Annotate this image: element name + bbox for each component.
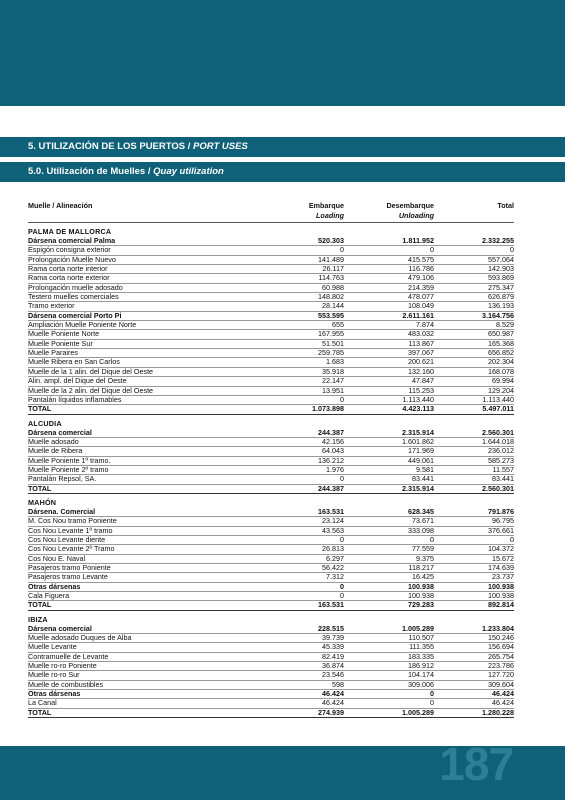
row-total: 5.497.011 (482, 404, 514, 414)
row-unloading: 729.283 (408, 600, 434, 610)
header-quay: Muelle / Alineación (28, 201, 93, 210)
row-label: TOTAL (28, 600, 52, 610)
row-unloading: 2.315.914 (402, 483, 434, 493)
row-label: Muelle de Ribera (28, 446, 83, 456)
row-unloading: 111.355 (409, 642, 434, 652)
row-unloading: 479.106 (408, 273, 434, 283)
row-label: M. Cos Nou tramo Poniente (28, 516, 117, 526)
row-total: 83.441 (492, 474, 514, 484)
table-row (28, 396, 514, 405)
table-row (28, 466, 514, 475)
row-unloading: 1.601.862 (402, 436, 434, 446)
row-total: 15.672 (492, 553, 514, 563)
bottom-color-band (0, 746, 565, 800)
row-unloading: 132.160 (408, 366, 434, 376)
row-loading: 520.303 (318, 236, 344, 245)
row-total: 593.869 (488, 273, 514, 283)
row-unloading: 7.874 (416, 320, 434, 330)
row-loading: 56.422 (322, 563, 344, 572)
row-loading: 0 (340, 394, 344, 404)
row-label: Muelle Levante (28, 642, 77, 652)
table-row (28, 634, 514, 643)
quay-utilization-table (28, 198, 514, 718)
row-unloading: 200.621 (408, 357, 434, 367)
row-total: 129.204 (488, 385, 514, 395)
top-color-band (0, 0, 565, 106)
row-loading: 26.813 (322, 544, 344, 554)
row-label: Alin. ampl. del Dique del Oeste (28, 376, 127, 386)
row-label: Cos Nou E. Naval (28, 553, 86, 563)
row-unloading: 77.559 (412, 544, 434, 554)
subsection-title-en: Quay utilization (153, 166, 224, 177)
row-total: 0 (510, 534, 514, 544)
row-label: Dársena. Comercial (28, 506, 96, 516)
row-label: La Canal (28, 698, 57, 708)
port-group-name: PALMA DE MALLORCA (28, 227, 112, 236)
row-total: 69.994 (492, 376, 514, 386)
row-label: Muelle de la 1 alin. del Dique del Oeste (28, 366, 154, 376)
table-row (28, 690, 514, 699)
row-label: Otras dársenas (28, 689, 81, 699)
row-label: Ampliación Muelle Poniente Norte (28, 320, 137, 330)
row-loading: 598 (332, 679, 344, 689)
row-loading: 23.124 (322, 516, 344, 526)
row-total: 2.560.301 (482, 427, 514, 437)
table-row (28, 475, 514, 484)
row-unloading: 4.423.113 (402, 404, 434, 414)
row-total: 791.876 (488, 506, 514, 516)
row-loading: 46.424 (322, 698, 344, 708)
row-label: Muelle adosado Duques de Alba (28, 633, 132, 643)
row-loading: 228.515 (318, 623, 344, 633)
row-unloading: 47.847 (412, 376, 434, 386)
row-total: 100.938 (488, 591, 514, 601)
port-group (28, 615, 514, 718)
row-total: 2.332.255 (482, 236, 514, 245)
row-loading: 7.312 (326, 572, 344, 582)
table-row (28, 653, 514, 662)
row-loading: 0 (340, 245, 344, 255)
row-unloading: 110.507 (408, 633, 434, 643)
table-row (28, 330, 514, 339)
row-label: Pasajeros tramo Levante (28, 572, 108, 582)
row-total: 11.557 (492, 464, 514, 474)
row-loading: 0 (340, 534, 344, 544)
row-total: 626.879 (488, 292, 514, 302)
table-row (28, 321, 514, 330)
row-total: 104.372 (488, 544, 514, 554)
row-loading: 28.144 (322, 301, 344, 311)
row-label: Espigón consigna exterior (28, 245, 111, 255)
row-unloading: 628.345 (408, 506, 434, 516)
row-unloading: 113.867 (408, 338, 434, 348)
port-group-name: MAHÓN (28, 497, 57, 507)
table-body (28, 227, 514, 718)
table-row (28, 709, 514, 718)
row-loading: 141.489 (318, 254, 344, 264)
header-unloading (386, 201, 434, 220)
row-label: Rama corta norte exterior (28, 273, 110, 283)
row-total: 1.280.228 (482, 707, 514, 717)
row-total: 236.012 (488, 446, 514, 456)
row-label: Tramo exterior (28, 301, 75, 311)
row-label: Pantalán líquidos inflamables (28, 394, 122, 404)
row-unloading: 104.174 (408, 670, 434, 680)
table-row (28, 340, 514, 349)
row-loading: 64.043 (322, 446, 344, 456)
row-unloading: 0 (430, 245, 434, 255)
row-label: Dársena comercial Porto Pi (28, 310, 122, 320)
row-label: Muelle adosado (28, 436, 79, 446)
row-unloading: 16.425 (412, 572, 434, 582)
row-label: Dársena comercial (28, 427, 92, 437)
table-row (28, 438, 514, 447)
row-loading: 259.785 (318, 348, 344, 358)
row-loading: 39.739 (322, 633, 344, 643)
row-unloading: 100.938 (408, 581, 434, 591)
row-total: 202.304 (488, 357, 514, 367)
row-total: 150.246 (488, 633, 514, 643)
row-loading: 148.802 (318, 292, 344, 302)
row-unloading: 116.786 (408, 264, 434, 274)
row-unloading: 397.067 (408, 348, 434, 358)
row-loading: 26.117 (322, 264, 344, 274)
row-unloading: 0 (430, 698, 434, 708)
row-loading: 163.531 (318, 506, 344, 516)
row-loading: 244.387 (318, 483, 344, 493)
row-label: Prolongación Muelle Nuevo (28, 254, 116, 264)
row-loading: 167.955 (318, 329, 344, 339)
row-loading: 553.595 (318, 310, 344, 320)
row-total: 23.737 (492, 572, 514, 582)
row-label: Muelle Poniente 2º tramo (28, 464, 109, 474)
row-loading: 1.073.898 (312, 404, 344, 414)
row-total: 174.639 (488, 563, 514, 572)
table-row (28, 293, 514, 302)
row-loading: 114.763 (318, 273, 344, 283)
row-loading: 136.212 (318, 455, 344, 465)
row-unloading: 333.098 (408, 525, 434, 535)
row-loading: 0 (340, 474, 344, 484)
row-loading: 43.563 (322, 525, 344, 535)
row-loading: 1.976 (326, 464, 344, 474)
table-row (28, 592, 514, 601)
row-total: 136.193 (488, 301, 514, 311)
row-unloading: 9.375 (416, 553, 434, 563)
row-label: Muelle Poniente Norte (28, 329, 100, 339)
row-unloading: 83.441 (412, 474, 434, 484)
table-row (28, 485, 514, 494)
row-unloading: 171.969 (408, 446, 434, 456)
row-unloading: 0 (430, 534, 434, 544)
header-unloading-es: Desembarque (386, 201, 434, 210)
row-loading: 0 (340, 591, 344, 601)
row-label: Otras dársenas (28, 581, 81, 591)
row-label: TOTAL (28, 707, 52, 717)
row-loading: 36.874 (322, 661, 344, 671)
row-label: Dársena comercial (28, 623, 92, 633)
section-title-bar (0, 137, 565, 157)
row-loading: 42.156 (322, 436, 344, 446)
header-unloading-en: Unloading (398, 210, 434, 220)
row-total: 1.644.018 (482, 436, 514, 446)
table-row (28, 573, 514, 582)
row-unloading: 483.032 (408, 329, 434, 339)
row-total: 8.529 (496, 320, 514, 330)
row-loading: 35.918 (322, 366, 344, 376)
row-unloading: 1.113.440 (402, 394, 434, 404)
row-label: Muelle de combustibles (28, 679, 104, 689)
row-total: 100.938 (488, 581, 514, 591)
row-total: 1.233.804 (482, 623, 514, 633)
row-unloading: 0 (430, 689, 434, 699)
row-label: Pantalán Repsol, SA. (28, 474, 97, 484)
row-label: Muelle Paraires (28, 348, 78, 358)
row-loading: 45.339 (322, 642, 344, 652)
row-total: 96.795 (492, 516, 514, 526)
header-total: Total (497, 201, 514, 210)
row-label: Muelle ro-ro Poniente (28, 661, 97, 671)
row-total: 265.754 (488, 651, 514, 661)
table-row (28, 681, 514, 690)
row-total: 127.720 (488, 670, 514, 680)
row-loading: 51.501 (322, 338, 344, 348)
row-loading: 60.988 (322, 282, 344, 292)
port-group (28, 419, 514, 494)
row-unloading: 100.938 (408, 591, 434, 601)
row-total: 0 (510, 245, 514, 255)
row-total: 275.347 (488, 282, 514, 292)
row-label: TOTAL (28, 404, 52, 414)
table-row (28, 405, 514, 414)
row-unloading: 2.315.914 (402, 427, 434, 437)
row-label: Prolongación muelle adosado (28, 282, 123, 292)
row-label: Muelle de la 2 alin. del Dique del Oeste (28, 385, 154, 395)
row-label: Muelle Poniente 1º tramo. (28, 455, 111, 465)
header-loading (309, 201, 344, 220)
section-title-en: PORT USES (193, 141, 248, 152)
row-label: Contramuelle de Levante (28, 651, 109, 661)
row-label: Cala Figuera (28, 591, 70, 601)
header-loading-en: Loading (316, 210, 344, 220)
row-loading: 244.387 (318, 427, 344, 437)
row-label: Cos Nou Levante 2º Tramo (28, 544, 115, 554)
page-number: 187 (439, 746, 513, 790)
row-total: 585.273 (488, 455, 514, 465)
row-loading: 46.424 (322, 689, 344, 699)
table-header (28, 198, 514, 223)
row-unloading: 214.359 (408, 282, 434, 292)
row-total: 309.604 (488, 679, 514, 689)
row-loading: 82.419 (322, 651, 344, 661)
row-label: Dársena comercial Palma (28, 236, 116, 245)
row-loading: 163.531 (318, 600, 344, 610)
row-unloading: 118.217 (408, 563, 434, 572)
row-unloading: 1.005.289 (402, 707, 434, 717)
header-loading-es: Embarque (308, 201, 344, 210)
row-unloading: 309.006 (408, 679, 434, 689)
row-total: 3.164.756 (482, 310, 514, 320)
row-label: Muelle ro-ro Sur (28, 670, 80, 680)
row-unloading: 415.575 (408, 254, 434, 264)
row-unloading: 1.811.952 (402, 236, 434, 245)
row-label: Muelle Poniente Sur (28, 338, 93, 348)
port-group (28, 498, 514, 611)
row-unloading: 183.335 (408, 651, 434, 661)
row-label: Rama corta norte interior (28, 264, 108, 274)
row-loading: 13.951 (322, 385, 344, 395)
row-total: 142.903 (488, 264, 514, 274)
row-unloading: 449.061 (408, 455, 434, 465)
row-unloading: 478.077 (408, 292, 434, 302)
row-unloading: 108.049 (408, 301, 434, 311)
row-loading: 22.147 (322, 376, 344, 386)
subsection-title-es: 5.0. Utilización de Muelles / (28, 166, 151, 177)
row-label: TOTAL (28, 483, 52, 493)
table-row (28, 545, 514, 554)
row-total: 168.078 (488, 366, 514, 376)
row-total: 46.424 (492, 689, 514, 699)
subsection-title-bar (0, 162, 565, 182)
row-total: 1.113.440 (482, 394, 514, 404)
row-unloading: 1.005.289 (402, 623, 434, 633)
port-group (28, 227, 514, 415)
row-unloading: 186.912 (408, 661, 434, 671)
row-total: 46.424 (492, 698, 514, 708)
row-total: 656.852 (488, 348, 514, 358)
row-loading: 23.546 (322, 670, 344, 680)
row-label: Cos Nou Levante diente (28, 534, 106, 544)
table-row (28, 601, 514, 610)
row-unloading: 73.671 (412, 516, 434, 526)
row-label: Cos Nou Levante 1º tramo (28, 525, 113, 535)
row-total: 376.661 (488, 525, 514, 535)
section-title-es: 5. UTILIZACIÓN DE LOS PUERTOS / (28, 141, 191, 152)
port-group-name: ALCUDIA (28, 418, 62, 428)
row-total: 223.786 (488, 661, 514, 671)
table-row (28, 699, 514, 708)
table-row (28, 662, 514, 671)
row-total: 156.694 (488, 642, 514, 652)
table-row (28, 429, 514, 438)
row-loading: 1.683 (326, 357, 344, 367)
row-loading: 0 (340, 581, 344, 591)
row-loading: 274.939 (318, 707, 344, 717)
row-unloading: 9.581 (416, 464, 434, 474)
row-label: Pasajeros tramo Poniente (28, 563, 111, 572)
row-loading: 655 (332, 320, 344, 330)
row-label: Muelle Ribera en San Carlos (28, 357, 120, 367)
row-total: 165.368 (488, 338, 514, 348)
row-total: 2.560.301 (482, 483, 514, 493)
row-total: 892.814 (488, 600, 514, 610)
row-loading: 6.297 (326, 553, 344, 563)
row-unloading: 115.253 (408, 385, 434, 395)
table-row (28, 583, 514, 592)
row-total: 650.987 (488, 329, 514, 339)
row-label: Testero muelles comerciales (28, 292, 119, 302)
row-total: 557.064 (488, 254, 514, 264)
row-unloading: 2.611.161 (402, 310, 434, 320)
port-group-name: IBIZA (28, 614, 48, 624)
